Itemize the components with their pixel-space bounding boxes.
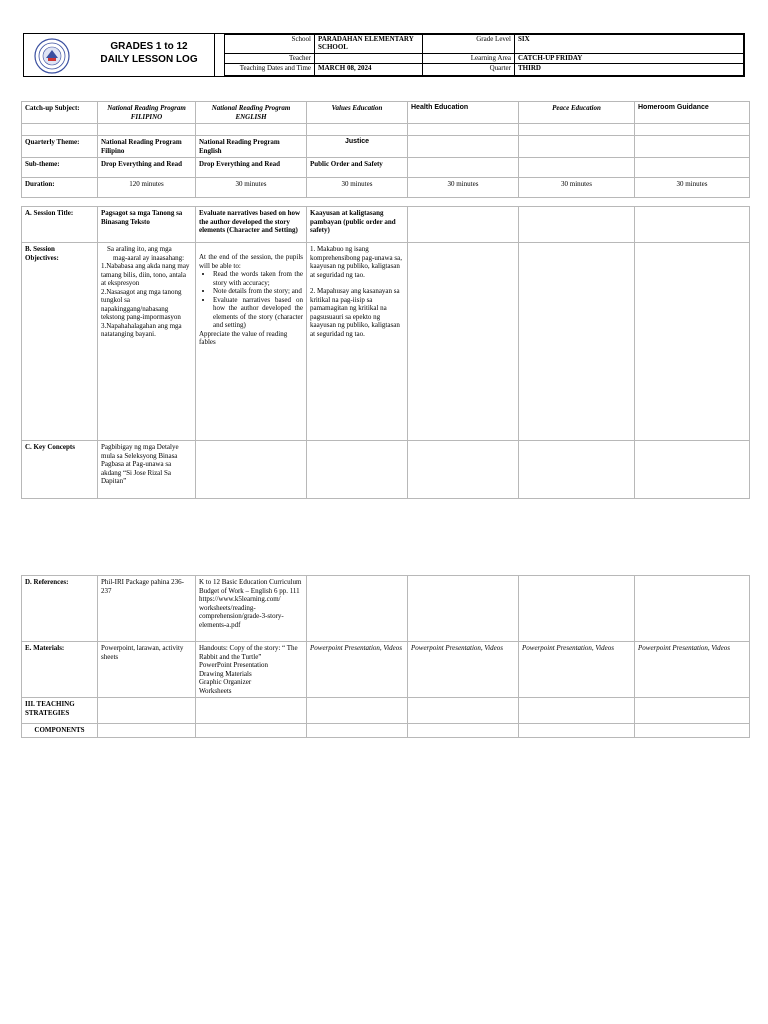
references-english: K to 12 Basic Education Curriculum Budget of Work – English 6 pp. 111 https://www.k5learning.com/ worksheets/reading-comprehension/grade-3-story-elements-a.pdf xyxy=(196,576,307,642)
references-filipino: Phil-IRI Package pahina 236-237 xyxy=(98,576,196,642)
objectives-filipino: Sa araling ito, ang mga mag-aaral ay inaasahang: 1.Nababasa ang akda nang may tamang bilis, diin, tono, antala at ekspresyon 2.Nasasagot ang mga tanong tungkol sa napakinggang/nabasang tekstong pang-impormasyon 3.Napahahalagahan ang mga natatanging bayani. xyxy=(98,243,196,441)
grade-value: SIX xyxy=(515,35,744,54)
area-label: Learning Area xyxy=(423,54,515,64)
subject-values: Values Education xyxy=(307,102,408,124)
subjects-table xyxy=(21,101,750,198)
materials-filipino: Powerpoint, larawan, activity sheets xyxy=(98,642,196,698)
materials-english: Handouts: Copy of the story: “ The Rabbit and the Turtle” PowerPoint Presentation Drawing Materials Graphic Organizer Worksheets xyxy=(196,642,307,698)
header-info xyxy=(224,34,744,76)
materials-health: Powerpoint Presentation, Videos xyxy=(408,642,519,698)
school-value: PARADAHAN ELEMENTARY SCHOOL xyxy=(315,35,423,54)
subject-label: Catch-up Subject: xyxy=(22,102,98,124)
strategies-label: III. TEACHING STRATEGIES xyxy=(22,698,98,724)
objectives-english-list: • Read the words taken from the story with accuracy; • Note details from the story; and • Evaluate narratives based on how the author developed the elements of the story (character and setting) xyxy=(199,270,303,330)
header-box xyxy=(23,33,745,77)
session-title-filipino: Pagsagot sa mga Tanong sa Binasang Teksto xyxy=(98,207,196,243)
grade-label: Grade Level xyxy=(423,35,515,54)
subject-english: National Reading Program ENGLISH xyxy=(196,102,307,124)
duration-4: 30 minutes xyxy=(408,178,519,198)
duration-label: Duration: xyxy=(22,178,98,198)
objectives-english: At the end of the session, the pupils will be able to: • Read the words taken from the story with accuracy; • Note details from the story; and • Evaluate narratives based on how the author developed the elements of the story (character and setting) Appreciate the value of reading fables xyxy=(196,243,307,441)
materials-peace: Powerpoint Presentation, Videos xyxy=(519,642,635,698)
session-title-english: Evaluate narratives based on how the author developed the story elements (Character and Setting) xyxy=(196,207,307,243)
teacher-value xyxy=(315,54,423,64)
duration-3: 30 minutes xyxy=(307,178,408,198)
quarter-value: THIRD xyxy=(515,64,744,76)
subtheme-filipino: Drop Everything and Read xyxy=(98,158,196,178)
session-table xyxy=(21,206,750,499)
key-concepts-label: C. Key Concepts xyxy=(22,441,98,499)
session-title-values: Kaayusan at kaligtasang pambayan (public order and safety) xyxy=(307,207,408,243)
references-table xyxy=(21,575,750,738)
components-label: COMPONENTS xyxy=(22,724,98,738)
subtheme-label: Sub-theme: xyxy=(22,158,98,178)
duration-5: 30 minutes xyxy=(519,178,635,198)
dates-label: Teaching Dates and Time xyxy=(225,64,315,76)
subject-peace: Peace Education xyxy=(519,102,635,124)
school-label: School xyxy=(225,35,315,54)
subject-health: Health Education xyxy=(408,102,519,124)
subject-homeroom: Homeroom Guidance xyxy=(635,102,750,124)
key-concepts-filipino: Pagbibigay ng mga Detalye mula sa Seleksyong Binasa Pagbasa at Pag-unawa sa akdang “Si Jose Rizal Sa Dapitan” xyxy=(98,441,196,499)
theme-values: Justice xyxy=(307,136,408,158)
materials-values: Powerpoint Presentation, Videos xyxy=(307,642,408,698)
teacher-label: Teacher xyxy=(225,54,315,64)
subtheme-english: Drop Everything and Read xyxy=(196,158,307,178)
theme-english: National Reading Program English xyxy=(196,136,307,158)
references-label: D. References: xyxy=(22,576,98,642)
deped-seal-icon xyxy=(34,38,70,74)
duration-2: 30 minutes xyxy=(196,178,307,198)
subject-filipino: National Reading Program FILIPINO xyxy=(98,102,196,124)
materials-homeroom: Powerpoint Presentation, Videos xyxy=(635,642,750,698)
objectives-label: B. Session Objectives: xyxy=(22,243,98,441)
theme-filipino: National Reading Program Filipino xyxy=(98,136,196,158)
log-title: GRADES 1 to 12 DAILY LESSON LOG xyxy=(100,41,198,65)
subtheme-values: Public Order and Safety xyxy=(307,158,408,178)
theme-label: Quarterly Theme: xyxy=(22,136,98,158)
session-title-label: A. Session Title: xyxy=(22,207,98,243)
area-value: CATCH-UP FRIDAY xyxy=(515,54,744,64)
dates-value: MARCH 08, 2024 xyxy=(315,64,423,76)
objectives-values: 1. Makabuo ng isang komprehensibong pag-unawa sa, kaayusan ng publiko, kaligtasan at seguridad ng tao. 2. Mapahusay ang kasanayan sa kritikal na pag-iisip sa pamamagitan ng kritikal na pagsusuauri sa epekto ng kaayusan ng publiko, kaligtasan at seguridad ng tao. xyxy=(307,243,408,441)
duration-1: 120 minutes xyxy=(98,178,196,198)
materials-label: E. Materials: xyxy=(22,642,98,698)
duration-6: 30 minutes xyxy=(635,178,750,198)
quarter-label: Quarter xyxy=(423,64,515,76)
